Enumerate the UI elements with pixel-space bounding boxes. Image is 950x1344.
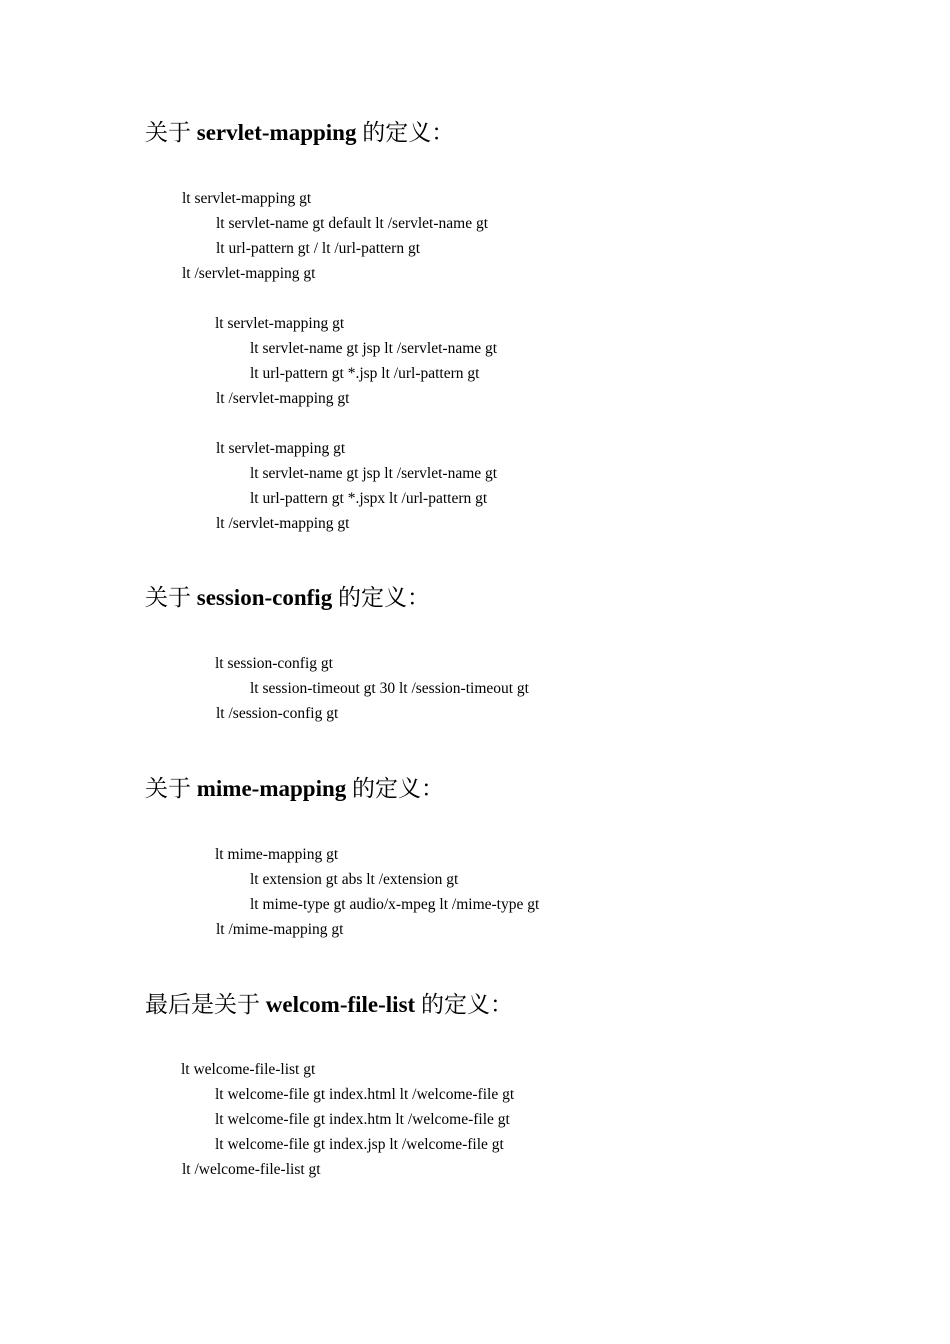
code-line: lt servlet-mapping gt bbox=[216, 440, 346, 457]
code-line: lt session-timeout gt 30 lt /session-timeout gt bbox=[250, 680, 529, 697]
code-line: lt welcome-file-list gt bbox=[181, 1061, 316, 1078]
code-line: lt servlet-name gt default lt /servlet-name gt bbox=[216, 215, 489, 232]
code-line: lt url-pattern gt *.jspx lt /url-pattern gt bbox=[250, 490, 488, 507]
heading-keyword: servlet-mapping bbox=[196, 120, 357, 145]
code-line: lt welcome-file gt index.jsp lt /welcome-file gt bbox=[215, 1136, 504, 1153]
heading-suffix: 的定义： bbox=[332, 585, 430, 610]
section-heading-mime-mapping bbox=[145, 774, 444, 804]
section-heading-servlet-mapping bbox=[145, 118, 454, 148]
code-line: lt servlet-name gt jsp lt /servlet-name gt bbox=[250, 465, 498, 482]
heading-prefix: 关于 bbox=[145, 585, 197, 610]
heading-prefix: 关于 bbox=[145, 120, 197, 145]
heading-suffix: 的定义： bbox=[346, 776, 444, 801]
code-line: lt /servlet-mapping gt bbox=[216, 390, 350, 407]
code-line: lt url-pattern gt *.jsp lt /url-pattern gt bbox=[250, 365, 480, 382]
code-line: lt welcome-file gt index.htm lt /welcome-file gt bbox=[215, 1111, 510, 1128]
code-line: lt session-config gt bbox=[215, 655, 333, 672]
code-line: lt url-pattern gt / lt /url-pattern gt bbox=[216, 240, 421, 257]
code-line: lt mime-type gt audio/x-mpeg lt /mime-type gt bbox=[250, 896, 540, 913]
code-line: lt extension gt abs lt /extension gt bbox=[250, 871, 459, 888]
code-line: lt servlet-mapping gt bbox=[182, 190, 312, 207]
heading-keyword: welcom-file-list bbox=[265, 992, 416, 1017]
code-line: lt /servlet-mapping gt bbox=[216, 515, 350, 532]
code-line: lt /mime-mapping gt bbox=[216, 921, 344, 938]
code-line: lt welcome-file gt index.html lt /welcome-file gt bbox=[215, 1086, 515, 1103]
heading-suffix: 的定义： bbox=[415, 992, 513, 1017]
heading-prefix: 关于 bbox=[145, 776, 197, 801]
code-line: lt /session-config gt bbox=[216, 705, 339, 722]
code-line: lt /servlet-mapping gt bbox=[182, 265, 316, 282]
section-heading-session-config bbox=[145, 583, 430, 613]
section-heading-welcome-file-list bbox=[145, 990, 513, 1020]
heading-prefix: 最后是关于 bbox=[145, 992, 266, 1017]
code-line: lt mime-mapping gt bbox=[215, 846, 339, 863]
heading-suffix: 的定义： bbox=[356, 120, 455, 145]
heading-keyword: mime-mapping bbox=[196, 776, 347, 801]
code-line: lt servlet-mapping gt bbox=[215, 315, 345, 332]
heading-keyword: session-config bbox=[196, 585, 333, 610]
code-line: lt /welcome-file-list gt bbox=[182, 1161, 321, 1178]
code-line: lt servlet-name gt jsp lt /servlet-name gt bbox=[250, 340, 498, 357]
